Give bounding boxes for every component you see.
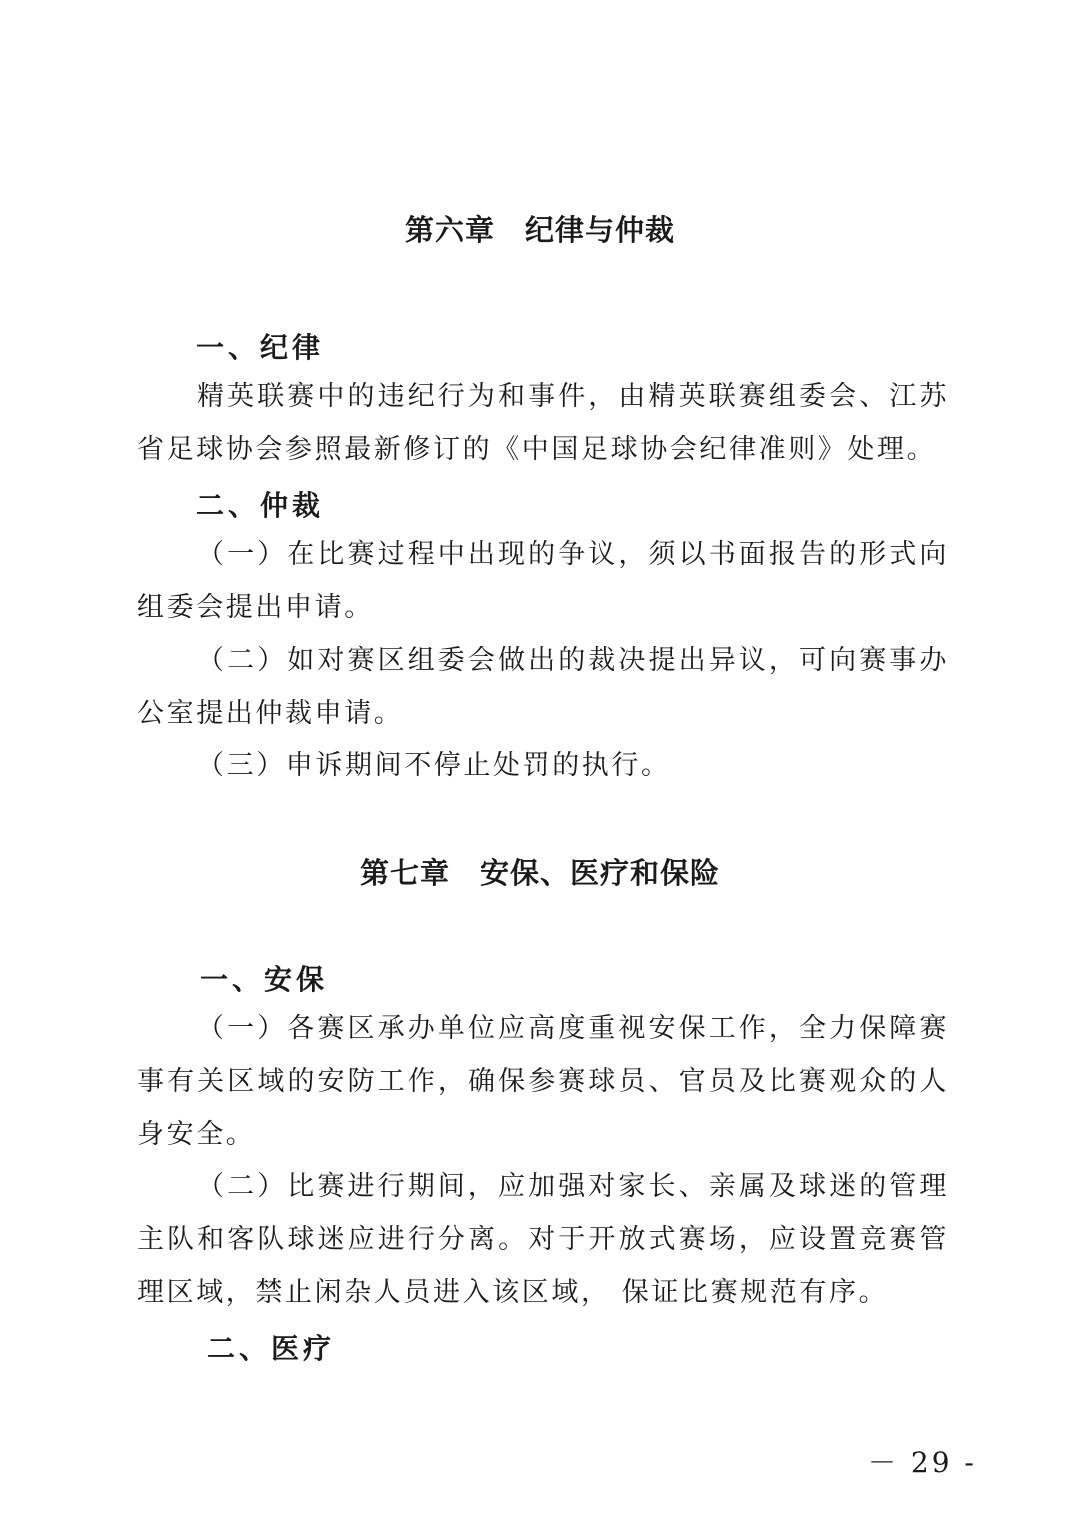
paragraph-security-2: （二）比赛进行期间，应加强对家长、亲属及球迷的管理主队和客队球迷应进行分离。对于开放式赛场，应设置竞赛管理区域，禁止闲杂人员进入该区域， 保证比赛规范有序。 <box>137 1171 949 1308</box>
paragraph-arbitration-3: （三）申诉期间不停止处罚的执行。 <box>197 750 671 781</box>
paragraph-arbitration-1: （一）在比赛过程中出现的争议，须以书面报告的形式向组委会提出申请。 <box>137 539 949 623</box>
section-heading-discipline: 一、纪律 <box>196 331 325 364</box>
page-number: － 29 - <box>868 1446 977 1479</box>
chapter-7-title: 第七章 安保、医疗和保险 <box>359 856 720 890</box>
section-heading-arbitration: 二、仲裁 <box>196 489 325 522</box>
chapter-6-title: 第六章 纪律与仲裁 <box>404 213 675 247</box>
paragraph-discipline: 精英联赛中的违纪行为和事件，由精英联赛组委会、江苏省足球协会参照最新修订的《中国足球协会纪律准则》处理。 <box>137 381 949 465</box>
paragraph-arbitration-2: （二）如对赛区组委会做出的裁决提出异议，可向赛事办公室提出仲裁申请。 <box>137 645 949 729</box>
section-heading-security: 一、安保 <box>200 963 329 996</box>
paragraph-security-1: （一）各赛区承办单位应高度重视安保工作，全力保障赛事有关区域的安防工作，确保参赛球员、官员及比赛观众的人身安全。 <box>137 1013 949 1150</box>
section-heading-medical: 二、医疗 <box>207 1332 336 1365</box>
